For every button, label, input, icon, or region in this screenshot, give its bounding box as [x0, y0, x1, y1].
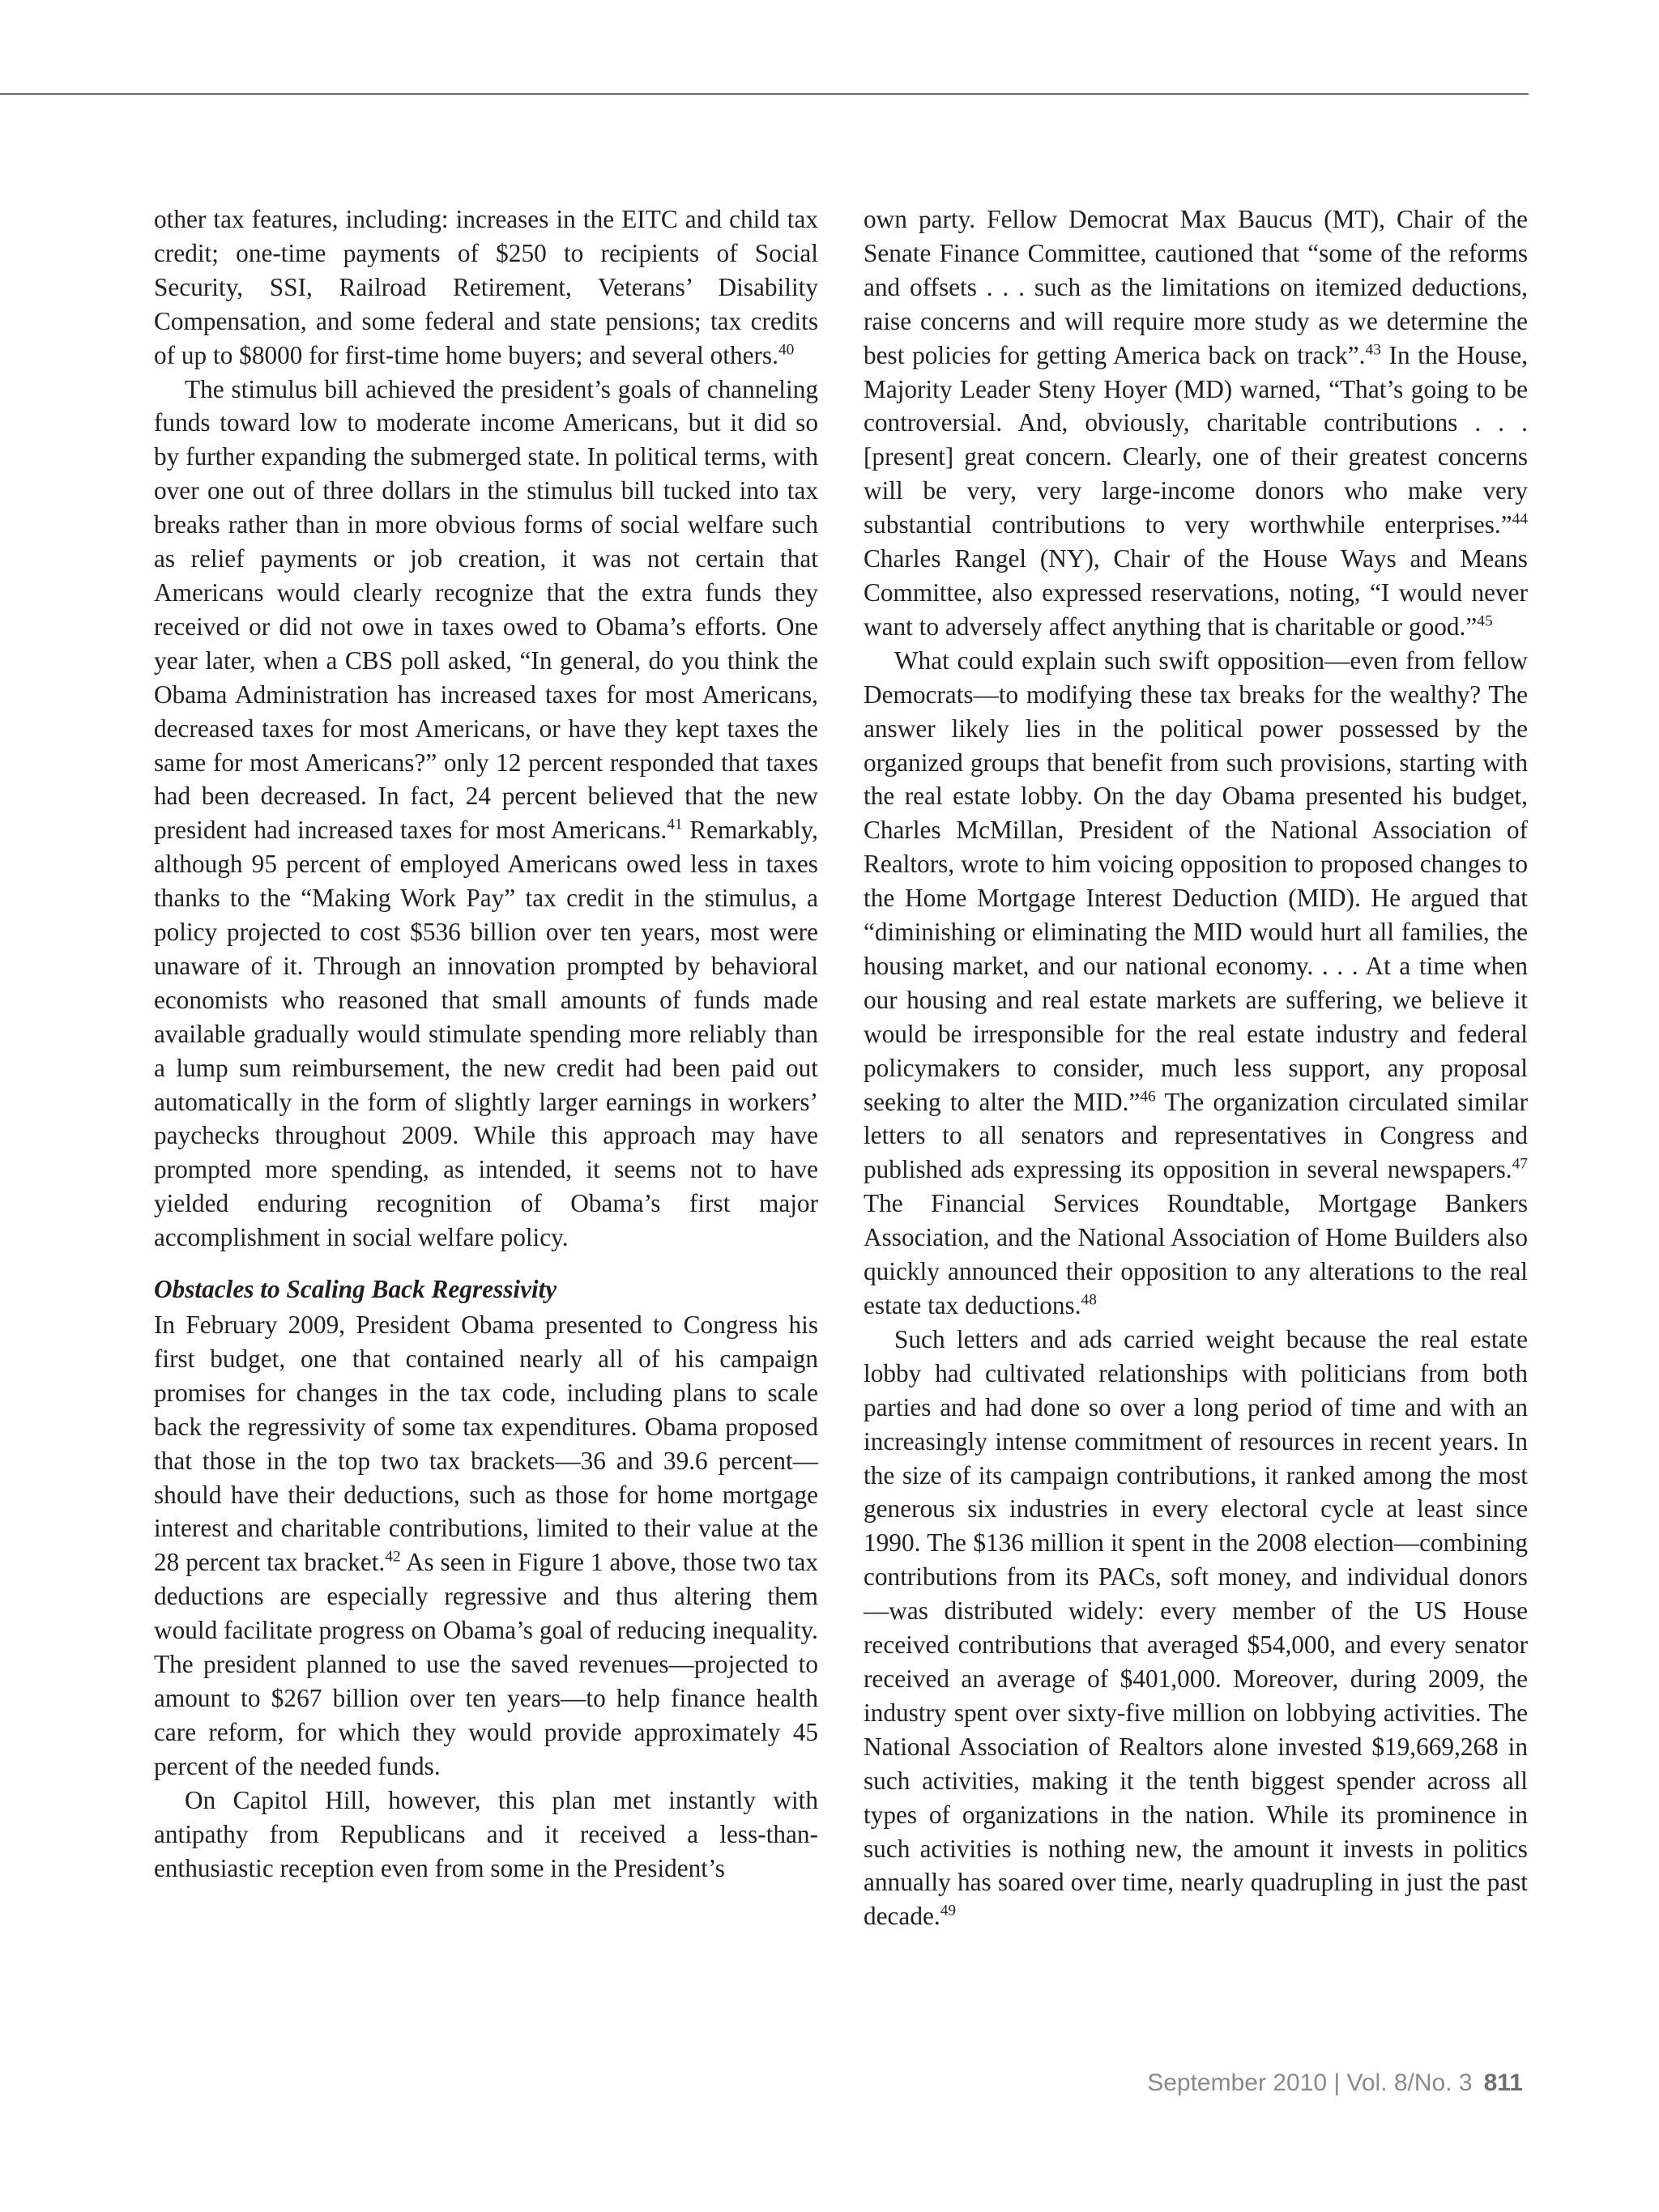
left-column [154, 202, 818, 1885]
paragraph: own party. Fellow Democrat Max Baucus (MT), Chair of the Senate Finance Committee, cautioned that “some of the reforms and offsets . . . such as the limitations on itemized deductions, raise concerns and will require more study as we determine the best policies for getting America back on track”.$^{43}$ In the House, Majority Leader Steny Hoyer (MD) warned, “That’s going to be controversial. And, obviously, charitable contributions . . . [present] great concern. Clearly, one of their greatest concerns will be very, very large-income donors who make very substantial contributions to very worthwhile enterprises.”$^{44}$ Charles Rangel (NY), Chair of the House Ways and Means Committee, also expressed reservations, noting, “I would never want to adversely affect anything that is charitable or good.”$^{45}$ [864, 205, 1528, 641]
footnote-ref: 49 [940, 1902, 957, 1920]
paragraph: In February 2009, President Obama presented to Congress his first budget, one that contained nearly all of his campaign promises for changes in the tax code, including plans to scale back the regressivity of some tax expenditures. Obama proposed that those in the top two tax brackets—36 and 39.6 percent—should have their deductions, such as those for home mortgage interest and charitable contributions, limited to their value at the 28 percent tax bracket.$^{42}$ As seen in Figure 1 above, those two tax deductions are especially regressive and thus altering them would facilitate progress on Obama’s goal of reducing inequality. The president planned to use the saved revenues—projected to amount to $267 billion over ten years—to help finance health care reform, for which they would provide approximately 45 percent of the needed funds. [154, 1311, 818, 1780]
footnote-ref: 45 [1477, 612, 1493, 630]
page-footer [1147, 2069, 1523, 2097]
footnote-ref: 41 [667, 816, 683, 833]
section-heading: Obstacles to Scaling Back Regressivity [154, 1275, 557, 1304]
page-number: 811 [1483, 2069, 1523, 2096]
issue-info: September 2010 | Vol. 8/No. 3 [1147, 2069, 1473, 2096]
paragraph: On Capitol Hill, however, this plan met instantly with antipathy from Republicans and it received a less-than-enthusiastic reception even from some in the President’s [154, 1785, 818, 1882]
paragraph: other tax features, including: increases in the EITC and child tax credit; one-time payments of $250 to recipients of Social Security, SSI, Railroad Retirement, Veterans’ Disability Compensation, and some federal and state pensions; tax credits of up to $8000 for first-time home buyers; and several others.$^{40}$ [154, 205, 818, 369]
footnote-ref: 47 [1512, 1155, 1528, 1173]
paragraph: Such letters and ads carried weight because the real estate lobby had cultivated relationships with politicians from both parties and had done so over a long period of time and with an increasingly intense commitment of resources in recent years. In the size of its campaign contributions, it ranked among the most generous six industries in every electoral cycle at least since 1990. The $136 million it spent in the 2008 election—combining contributions from its PACs, soft money, and individual donors—was distributed widely: every member of the US House received contributions that averaged $54,000, and every senator received an average of $401,000. Moreover, during 2009, the industry spent over sixty-five million on lobbying activities. The National Association of Realtors alone invested $19,669,268 in such activities, making it the tenth biggest spender across all types of organizations in the nation. While its prominence in such activities is nothing new, the amount it invests in politics annually has soared over time, nearly quadrupling in just the past decade.$^{49}$ [864, 1324, 1528, 1931]
footnote-ref: 44 [1512, 510, 1528, 528]
paragraph: The stimulus bill achieved the president’s goals of channeling funds toward low to moderate income Americans, but it did so by further expanding the submerged state. In political terms, with over one out of three dollars in the stimulus bill tucked into tax breaks rather than in more obvious forms of social welfare such as relief payments or job creation, it was not certain that Americans would clearly recognize that the extra funds they received or did not owe in taxes owed to Obama’s efforts. One year later, when a CBS poll asked, “In general, do you think the Obama Administration has increased taxes for most Americans, decreased taxes for most Americans, or have they kept taxes the same for most Americans?” only 12 percent responded that taxes had been decreased. In fact, 24 percent believed that the new president had increased taxes for most Americans.$^{41}$ Remarkably, although 95 percent of employed Americans owed less in taxes thanks to the “Making Work Pay” tax credit in the stimulus, a policy projected to cost $536 billion over ten years, most were unaware of it. Through an innovation prompted by behavioral economists who reasoned that small amounts of funds made available gradually would stimulate spending more reliably than a lump sum reimbursement, the new credit had been paid out automatically in the form of slightly larger earnings in workers’ paychecks throughout 2009. While this approach may have prompted more spending, as intended, it seems not to have yielded enduring recognition of Obama’s first major accomplishment in social welfare policy. [154, 374, 818, 1252]
footnote-ref: 42 [385, 1548, 401, 1566]
footnote-ref: 48 [1081, 1291, 1097, 1309]
footnote-ref: 46 [1140, 1088, 1156, 1106]
top-rule [0, 93, 1529, 95]
footnote-ref: 40 [778, 341, 795, 359]
paragraph: What could explain such swift opposition—even from fellow Democrats—to modifying these tax breaks for the wealthy? The answer likely lies in the political power possessed by the organized groups that benefit from such provisions, starting with the real estate lobby. On the day Obama presented his budget, Charles McMillan, President of the National Association of Realtors, wrote to him voicing opposition to proposed changes to the Home Mortgage Interest Deduction (MID). He argued that “diminishing or eliminating the MID would hurt all families, the housing market, and our national economy. . . . At a time when our housing and real estate markets are suffering, we believe it would be irresponsible for the real estate industry and federal policymakers to consider, much less support, any proposal seeking to alter the MID.”$^{46}$ The organization circulated similar letters to all senators and representatives in Congress and published ads expressing its opposition in several newspapers.$^{47}$ The Financial Services Roundtable, Mortgage Bankers Association, and the National Association of Home Builders also quickly announced their opposition to any alterations to the real estate tax deductions.$^{48}$ [864, 646, 1528, 1319]
right-column [864, 202, 1528, 1933]
footnote-ref: 43 [1365, 341, 1381, 359]
